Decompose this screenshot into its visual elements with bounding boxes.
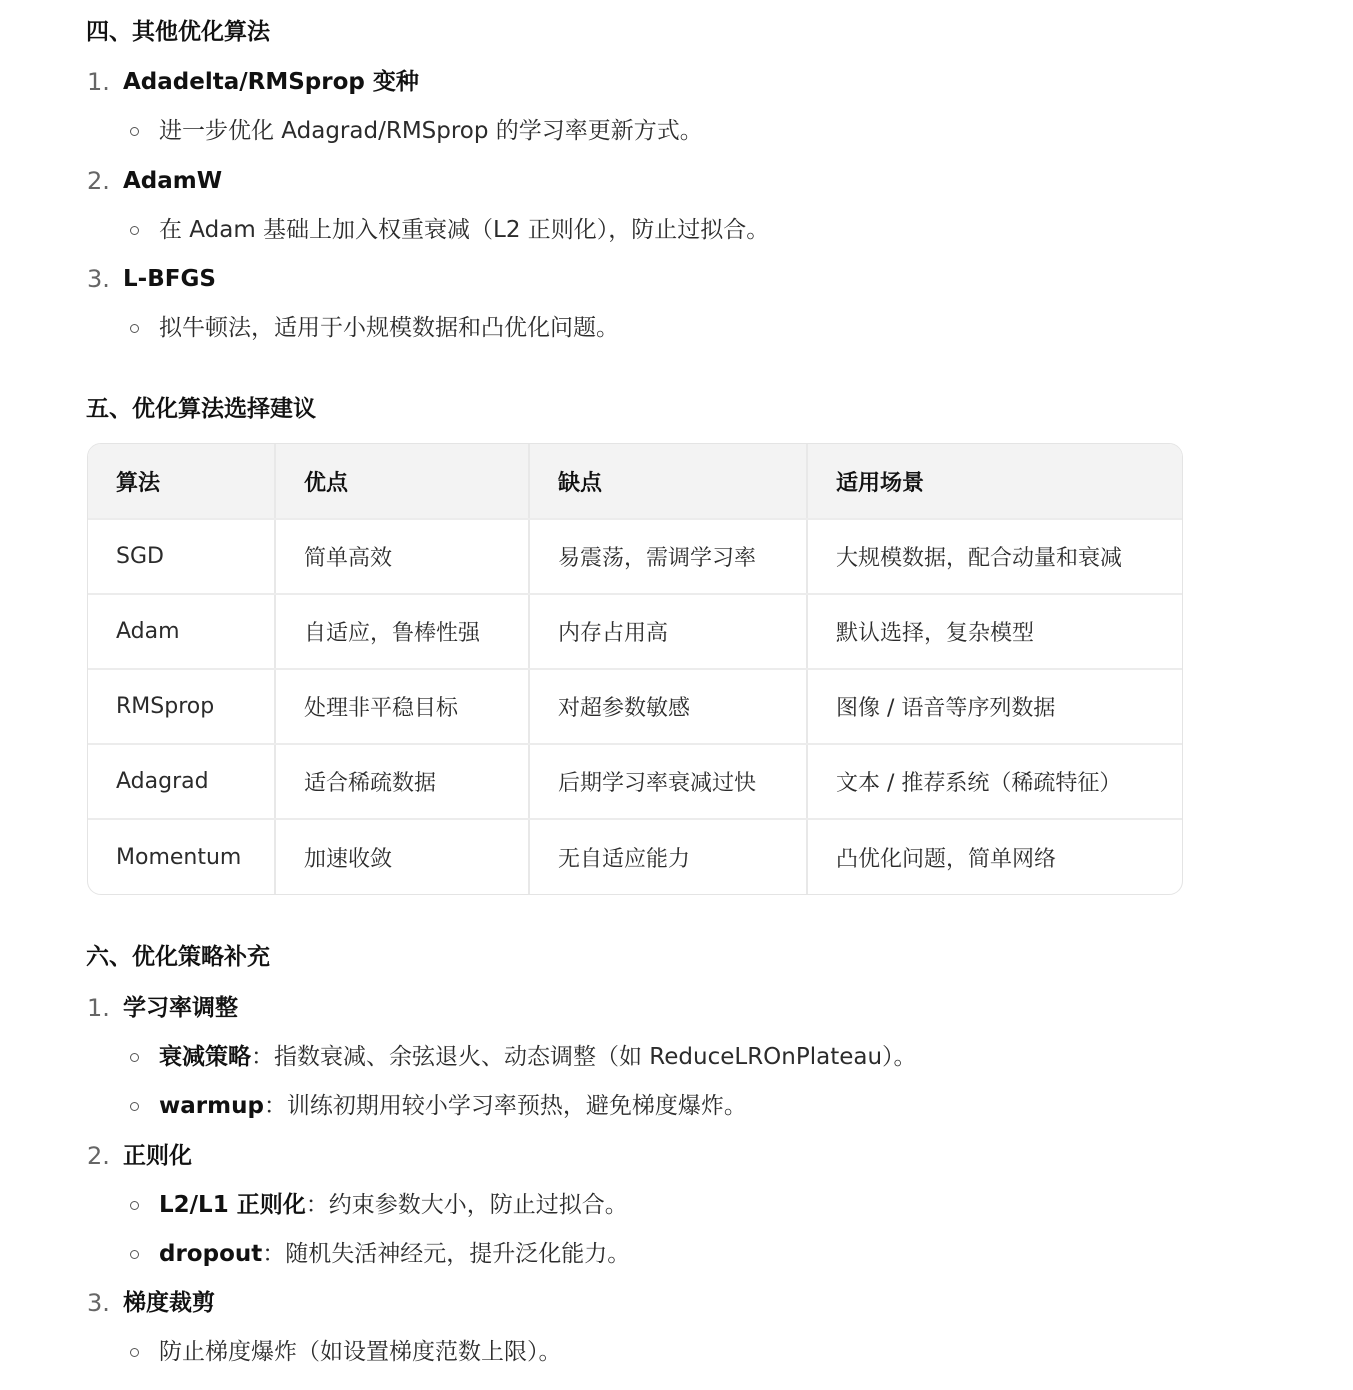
list-subitem — [159, 1189, 628, 1221]
subitem-term: 衰减策略 — [159, 1044, 251, 1070]
table-cell: Adagrad — [88, 744, 275, 819]
hollow-bullet-icon — [130, 127, 139, 136]
section-4-heading: 四、其他优化算法 — [86, 19, 270, 45]
hollow-bullet-icon — [130, 226, 139, 235]
list-item-title: AdamW — [123, 168, 223, 194]
table-header-row — [88, 444, 1183, 519]
section-6-heading: 六、优化策略补充 — [86, 944, 270, 970]
subitem-text: ：指数衰减、余弦退火、动态调整（如 ReduceLROnPlateau）。 — [251, 1044, 917, 1070]
table-header-cell: 算法 — [88, 444, 275, 519]
subitem-text: 防止梯度爆炸（如设置梯度范数上限）。 — [159, 1339, 562, 1365]
table-cell: 后期学习率衰减过快 — [529, 744, 807, 819]
list-number: 1. — [87, 68, 110, 96]
table-cell: RMSprop — [88, 669, 275, 744]
table-cell: 默认选择，复杂模型 — [807, 594, 1183, 669]
list-subitem — [159, 1238, 630, 1270]
table-row — [88, 519, 1183, 594]
table-cell: 文本 / 推荐系统（稀疏特征） — [807, 744, 1183, 819]
table-row — [88, 744, 1183, 819]
table-row — [88, 819, 1183, 894]
table-cell: 图像 / 语音等序列数据 — [807, 669, 1183, 744]
table-header-cell: 优点 — [275, 444, 529, 519]
list-subitem — [159, 1041, 917, 1073]
list-number: 3. — [87, 265, 110, 293]
list-number: 3. — [87, 1289, 110, 1317]
table-cell: 自适应，鲁棒性强 — [275, 594, 529, 669]
hollow-bullet-icon — [130, 1201, 139, 1210]
list-item-description: 在 Adam 基础上加入权重衰减（L2 正则化），防止过拟合。 — [159, 217, 770, 243]
hollow-bullet-icon — [130, 1102, 139, 1111]
table-cell: SGD — [88, 519, 275, 594]
list-item-title: 学习率调整 — [123, 995, 238, 1021]
hollow-bullet-icon — [130, 324, 139, 333]
subitem-term: L2/L1 正则化 — [159, 1192, 306, 1218]
subitem-text: ：约束参数大小，防止过拟合。 — [305, 1192, 628, 1218]
table-cell: Adam — [88, 594, 275, 669]
table-cell: 内存占用高 — [529, 594, 807, 669]
subitem-term: warmup — [159, 1093, 264, 1119]
table-cell: 适合稀疏数据 — [275, 744, 529, 819]
table-row — [88, 669, 1183, 744]
table-row — [88, 594, 1183, 669]
table-header-cell: 缺点 — [529, 444, 807, 519]
hollow-bullet-icon — [130, 1250, 139, 1259]
table-cell: 大规模数据，配合动量和衰减 — [807, 519, 1183, 594]
list-item-title: 正则化 — [123, 1143, 192, 1169]
subitem-text: ：训练初期用较小学习率预热，避免梯度爆炸。 — [263, 1093, 747, 1119]
table-cell: 易震荡，需调学习率 — [529, 519, 807, 594]
list-item-title: L-BFGS — [123, 266, 216, 292]
table-cell: 简单高效 — [275, 519, 529, 594]
subitem-term: dropout — [159, 1241, 263, 1267]
list-number: 2. — [87, 1142, 110, 1170]
table-cell: 加速收敛 — [275, 819, 529, 894]
list-subitem — [159, 1090, 747, 1122]
list-item-title: Adadelta/RMSprop 变种 — [123, 69, 419, 95]
table-cell: 处理非平稳目标 — [275, 669, 529, 744]
comparison-table — [87, 443, 1183, 895]
subitem-text: ：随机失活神经元，提升泛化能力。 — [262, 1241, 631, 1267]
section-5-heading: 五、优化算法选择建议 — [86, 396, 316, 422]
hollow-bullet-icon — [130, 1348, 139, 1357]
list-item-description: 进一步优化 Adagrad/RMSprop 的学习率更新方式。 — [159, 118, 703, 144]
table-cell: Momentum — [88, 819, 275, 894]
table-header-cell: 适用场景 — [807, 444, 1183, 519]
table-cell: 凸优化问题，简单网络 — [836, 846, 1057, 872]
list-number: 1. — [87, 994, 110, 1022]
list-subitem — [159, 1336, 562, 1368]
table-cell: 无自适应能力 — [529, 819, 807, 894]
list-number: 2. — [87, 167, 110, 195]
table-cell: 对超参数敏感 — [529, 669, 807, 744]
hollow-bullet-icon — [130, 1053, 139, 1062]
list-item-title: 梯度裁剪 — [123, 1290, 215, 1316]
list-item-description: 拟牛顿法，适用于小规模数据和凸优化问题。 — [159, 315, 619, 341]
